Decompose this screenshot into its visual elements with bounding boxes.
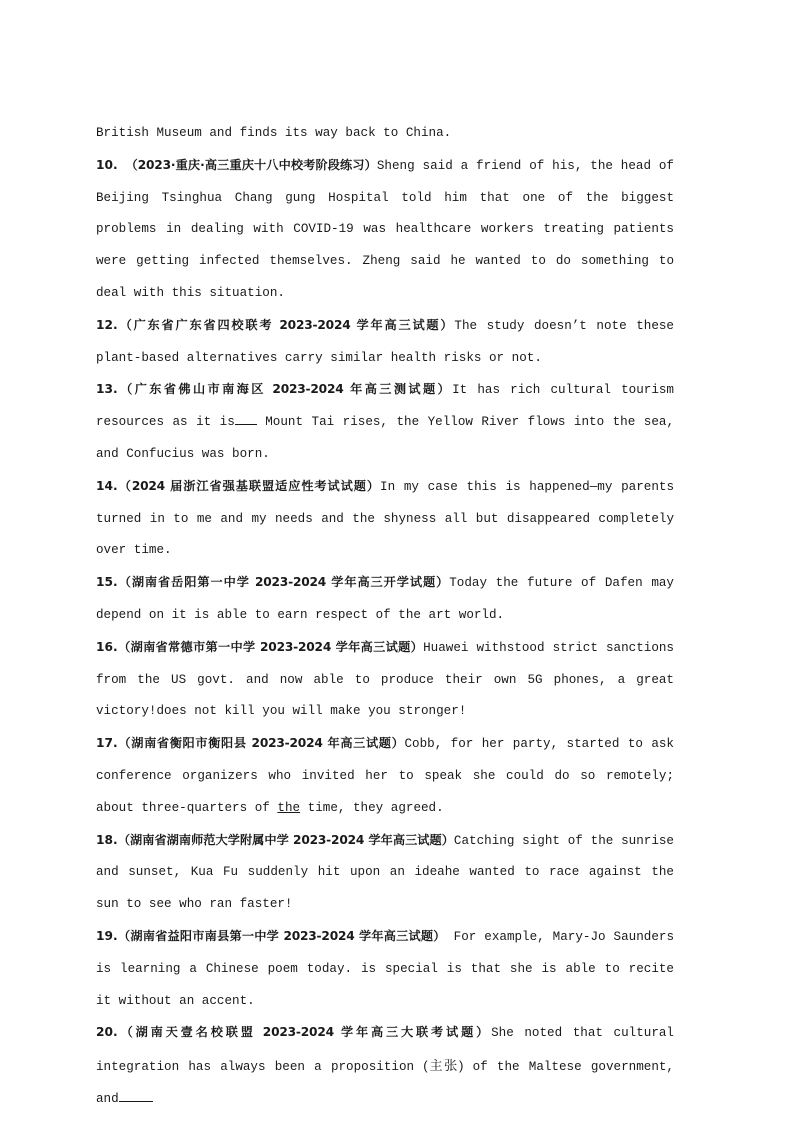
question-text: Catching sight of the sunrise and sunset, Kua Fu suddenly hit upon an ideahe wanted to race against the sun to see who ran faster! [96, 833, 674, 912]
question-text: Cobb, for her party, started to ask conference organizers who invited her to speak she could do so remotely; about three-quarters of [96, 737, 674, 815]
question-text: Sheng said a friend of his, the head of Beijing Tsinghua Chang gung Hospital told him that one of the biggest problems in dealing with COVID-19 was healthcare workers treating patients were getting infected themselves. [96, 158, 674, 269]
question-text-continued: Zheng said he wanted to do something to deal with this situation. [96, 254, 674, 300]
question-text: It has rich cultural tourism resources as it is [96, 383, 674, 430]
question-number: 14. [96, 478, 118, 493]
lead-text: British Museum and finds its way back to China. [96, 126, 452, 140]
question-number: 18. [96, 832, 118, 847]
question-text: In my case this is happened—my parents turned in to me and my needs and the shyness all but disappeared completely over time. [96, 479, 674, 558]
answer-blank[interactable] [119, 1087, 153, 1102]
question-source: （广东省广东省四校联考 2023-2024 学年高三试题） [117, 317, 455, 332]
question-17 [96, 728, 674, 824]
question-source: （湖南天壹名校联盟 2023-2024 学年高三大联考试题） [117, 1025, 492, 1040]
question-number: 19. [96, 928, 118, 943]
question-text: Today the future of Dafen may depend on it is able to earn respect of the art world. [96, 576, 674, 622]
underlined-word: the [277, 800, 301, 815]
question-15 [96, 567, 674, 632]
question-number: 12. [96, 317, 118, 332]
question-text: She noted that cultural integration has always been a [96, 1026, 674, 1075]
question-number: 16. [96, 639, 118, 654]
chinese-gloss: (主张) [423, 1058, 464, 1074]
question-12 [96, 310, 674, 375]
question-19 [96, 921, 674, 1017]
question-number: 15. [96, 575, 118, 590]
question-text: The study doesn’t note these plant-based alternatives carry similar health risks or not. [96, 318, 674, 365]
question-text: For example, Mary-Jo Saunders is learning a Chinese poem today. is special is that she is able to recite it without an accent. [96, 929, 675, 1008]
question-source: （湖南省岳阳第一中学 2023-2024 学年高三开学试题） [117, 575, 450, 590]
question-number: 10. [96, 157, 118, 172]
question-source: （湖南省湖南师范大学附属中学 2023-2024 学年高三试题） [117, 832, 454, 847]
question-text-continued: Mount Tai rises, the Yellow River flows into the sea, and Confucius was born. [96, 415, 674, 461]
question-number: 13. [96, 382, 118, 397]
question-source: （广东省佛山市南海区 2023-2024 年高三测试题） [117, 382, 453, 397]
document-page [96, 118, 674, 1116]
question-source: （湖南省常德市第一中学 2023-2024 学年高三试题） [117, 639, 424, 654]
question-number: 20. [96, 1025, 118, 1040]
question-14 [96, 471, 674, 567]
proposition-word: proposition [330, 1060, 415, 1075]
question-13 [96, 374, 674, 470]
question-source: （2024 届浙江省强基联盟适应性考试试题） [117, 478, 381, 493]
question-text: Huawei withstood strict sanctions from the US govt. and now able to produce their own 5G phones, a great victory!does not kill you will make you stronger! [96, 640, 674, 719]
question-20 [96, 1017, 674, 1115]
question-source: （湖南省衡阳市衡阳县 2023-2024 年高三试题） [117, 736, 405, 751]
answer-blank[interactable] [235, 410, 257, 425]
question-text-continued: of the Maltese government, and [96, 1060, 674, 1106]
question-18 [96, 825, 674, 921]
question-source: （2023·重庆·高三重庆十八中校考阶段练习） [125, 157, 377, 172]
question-text-continued: time, they agreed. [307, 800, 444, 815]
question-number: 17. [96, 736, 118, 751]
question-10 [96, 150, 674, 310]
lead-line [96, 118, 674, 150]
question-16 [96, 632, 674, 728]
question-source: （湖南省益阳市南县第一中学 2023-2024 学年高三试题） [117, 928, 446, 943]
